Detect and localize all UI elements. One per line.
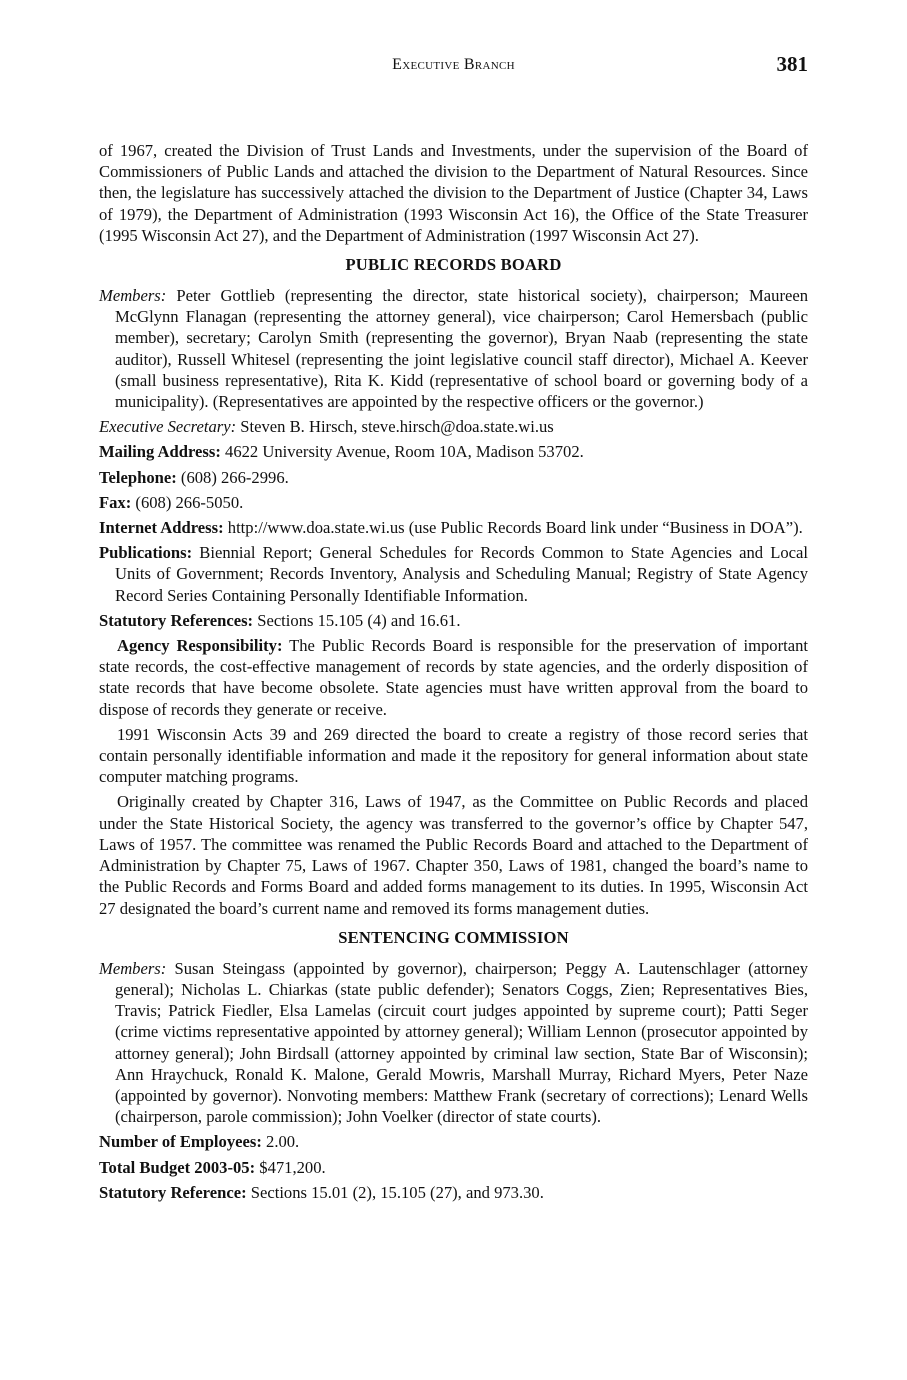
- sc-statutory-text: Sections 15.01 (2), 15.105 (27), and 973.30.: [250, 1182, 544, 1202]
- sc-members: [99, 958, 808, 1128]
- prb-internet-text[interactable]: http://www.doa.state.wi.us (use Public Records Board link under “Business in DOA”).: [227, 518, 803, 538]
- prb-telephone-label: Telephone:: [99, 467, 177, 487]
- public-records-board-section: [99, 254, 808, 919]
- sc-total-budget: [99, 1157, 808, 1178]
- prb-acts-paragraph: 1991 Wisconsin Acts 39 and 269 directed the board to create a registry of those record series that contain personally identifiable information and made it the repository for general information about state computer matching programs.: [99, 724, 808, 787]
- prb-statutory-references: [99, 610, 808, 631]
- intro-paragraph: of 1967, created the Division of Trust Lands and Investments, under the supervision of the Board of Commissioners of Public Lands and attached the division to the Department of Natural Resources. Since then, the legislature has successively attached the division to the Department of Justice (Chapter 34, Laws of 1979), the Department of Administration (1993 Wisconsin Act 16), the Office of the State Treasurer (1995 Wisconsin Act 27), and the Department of Administration (1997 Wisconsin Act 27).: [99, 141, 808, 245]
- prb-members-label: Members:: [99, 286, 167, 306]
- prb-telephone-text: (608) 266-2996.: [180, 467, 289, 487]
- running-head: Executive Branch: [392, 56, 515, 73]
- prb-publications-label: Publications:: [99, 543, 193, 563]
- page-number: 381: [776, 52, 808, 76]
- prb-statutory-label: Statutory References:: [99, 610, 254, 630]
- prb-executive-secretary-label: Executive Secretary:: [99, 417, 237, 437]
- prb-fax-text: (608) 266-5050.: [135, 492, 244, 512]
- public-records-board-heading: PUBLIC RECORDS BOARD: [345, 255, 562, 275]
- sc-statutory-reference: [99, 1182, 808, 1203]
- sc-employees-text: 2.00.: [266, 1132, 300, 1152]
- prb-internet-label: Internet Address:: [99, 518, 224, 538]
- sentencing-commission-heading: SENTENCING COMMISSION: [338, 927, 569, 947]
- prb-mailing-text: 4622 University Avenue, Room 10A, Madison 53702.: [225, 442, 584, 462]
- prb-mailing-label: Mailing Address:: [99, 442, 221, 462]
- prb-telephone: [99, 467, 808, 488]
- prb-executive-secretary-text: Steven B. Hirsch, steve.hirsch@doa.state.wi.us: [240, 417, 554, 437]
- prb-publications: [99, 542, 808, 606]
- page-body: [99, 140, 808, 1207]
- prb-statutory-text: Sections 15.105 (4) and 16.61.: [257, 610, 461, 630]
- prb-agency-responsibility: [99, 635, 808, 720]
- sc-statutory-label: Statutory Reference:: [99, 1182, 247, 1202]
- sc-budget-label: Total Budget 2003-05:: [99, 1157, 256, 1177]
- prb-executive-secretary: [99, 416, 808, 437]
- sc-members-label: Members:: [99, 958, 167, 978]
- sentencing-commission-section: [99, 927, 808, 1203]
- prb-responsibility-text: The Public Records Board is responsible for the preservation of important state records, the cost-effective management of records by state agencies, and the orderly disposition of state records that have become obsolete. State agencies must have written approval from the board to dispose of records they generate or receive.: [99, 636, 808, 719]
- prb-internet-address: [99, 517, 808, 538]
- prb-history-paragraph: Originally created by Chapter 316, Laws of 1947, as the Committee on Public Records and placed under the State Historical Society, the agency was transferred to the governor’s office by Chapter 547, Laws of 1957. The committee was renamed the Public Records Board and attached to the Department of Administration by Chapter 75, Laws of 1967. Chapter 350, Laws of 1981, changed the board’s name to the Public Records and Forms Board and added forms management to its duties. In 1995, Wisconsin Act 27 designated the board’s current name and removed its forms management duties.: [99, 792, 808, 918]
- sc-budget-text: $471,200.: [259, 1157, 326, 1177]
- prb-publications-text: Biennial Report; General Schedules for Records Common to State Agencies and Local Units of Government; Records Inventory, Analysis and Scheduling Manual; Registry of State Agency Record Series Containing Personally Identifiable Information.: [115, 543, 808, 605]
- prb-fax: [99, 492, 808, 513]
- sc-employees-label: Number of Employees:: [99, 1132, 262, 1152]
- prb-mailing-address: [99, 441, 808, 462]
- prb-responsibility-label: Agency Responsibility:: [117, 636, 283, 656]
- prb-fax-label: Fax:: [99, 492, 132, 512]
- page-header: [0, 52, 907, 82]
- prb-members-text: Peter Gottlieb (representing the director, state historical society), chairperson; Maureen McGlynn Flanagan (representing the attorney general), vice chairperson; Carol Hemersbach (public member), secretary; Carolyn Smith (representing the governor), Bryan Naab (representing the state auditor), Russell Whitesel (representing the joint legislative council staff director), Michael A. Keever (small business representative), Rita K. Kidd (representative of school board or governing body of a municipality). (Representatives are appointed by the respective officers or the governor.): [115, 286, 808, 412]
- prb-members: [99, 285, 808, 412]
- sc-number-of-employees: [99, 1131, 808, 1152]
- sc-members-text: Susan Steingass (appointed by governor), chairperson; Peggy A. Lautenschlager (attorney general); Nicholas L. Chiarkas (state public defender); Senators Coggs, Zien; Representatives Bies, Travis; Patrick Fiedler, Elsa Lamelas (circuit court judges appointed by supreme court); Patti Seger (crime victims representative appointed by attorney general); William Lennon (prosecutor appointed by attorney general); John Birdsall (attorney appointed by criminal law section, State Bar of Wisconsin); Ann Hraychuck, Ronald K. Malone, Gerald Mowris, Marshall Murray, Richard Myers, Peter Naze (appointed by governor). Nonvoting members: Matthew Frank (secretary of corrections); Lenard Wells (chairperson, parole commission); John Voelker (director of state courts).: [115, 958, 808, 1127]
